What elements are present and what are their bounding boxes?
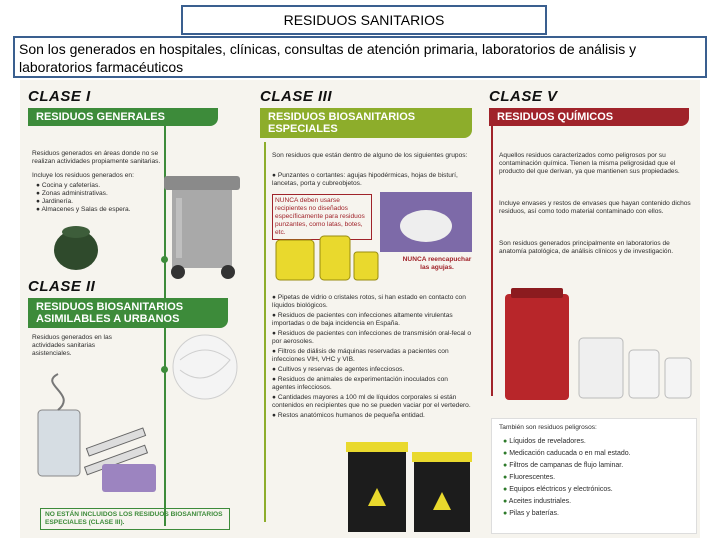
- gloves-needle-image: [380, 192, 472, 252]
- list-item: ● Cultivos y reservas de agentes infecciosos.: [272, 366, 405, 373]
- clase-1-heading: CLASE I: [28, 88, 91, 105]
- clase-2-band: RESIDUOS BIOSANITARIOS ASIMILABLES A URBANOS: [28, 298, 228, 328]
- clase-3-list: [272, 294, 472, 420]
- clase-5-band: RESIDUOS QUÍMICOS: [489, 108, 689, 126]
- list-item: ● Pilas y baterías.: [503, 510, 559, 517]
- list-item: ● Filtros de diálisis de máquinas reservadas a pacientes con infecciones VIH, VHC y VIB.: [272, 348, 449, 363]
- list-item: ● Cantidades mayores a 100 ml de líquidos corporales si están contenidos en recipientes que no se pueden vaciar por el vertedero.: [272, 394, 471, 409]
- connector-line: [264, 142, 266, 522]
- clase-5-heading: CLASE V: [489, 88, 558, 105]
- biohazard-bins-image: [344, 428, 474, 534]
- clase-1-description: Residuos generados en áreas donde no se realizan actividades propiamente sanitarias.: [32, 150, 161, 165]
- list-item: ● Restos anatómicos humanos de pequeña entidad.: [272, 412, 425, 419]
- clase-2-description: Residuos generados en las actividades sanitarias asistenciales.: [32, 334, 112, 357]
- clase-3-nunca-label: NUNCA reencapuchar las agujas.: [402, 256, 472, 271]
- list-item: ● Almacenes y Salas de espera.: [36, 206, 131, 213]
- clase-5-description-1: Aquellos residuos caracterizados como peligrosos por su contaminación química. Tienen la misma peligrosidad que el producto del que derivan, ya que mantienen sus propiedades.: [499, 152, 680, 175]
- list-item: ● Aceites industriales.: [503, 498, 572, 505]
- list-item: ● Cocina y cafeterías.: [36, 182, 101, 189]
- clase-1-band: RESIDUOS GENERALES: [28, 108, 218, 126]
- clase-3-heading: CLASE III: [260, 88, 333, 105]
- sharps-containers-image: [272, 230, 382, 282]
- clase-2-heading: CLASE II: [28, 278, 96, 295]
- clase-1-includes: Incluye los residuos generados en:: [32, 172, 134, 179]
- column-clase-3: [252, 80, 480, 538]
- list-item: ● Equipos eléctricos y electrónicos.: [503, 486, 613, 493]
- medical-supplies-image: [28, 364, 158, 494]
- list-item: ● Residuos de pacientes con infecciones de transmisión oral-fecal o por aerosoles.: [272, 330, 471, 345]
- clase-5-description-2: Incluye envases y restos de envases que hayan contenido dichos residuos, así como todo material contaminado con ellos.: [499, 200, 691, 215]
- list-item: ● Residuos de pacientes con infecciones altamente virulentas importadas o de baja incidencia en España.: [272, 312, 453, 327]
- green-bag-image: [50, 220, 102, 272]
- list-item: ● Zonas administrativas.: [36, 190, 108, 197]
- column-clase-1-2: [20, 80, 247, 538]
- chemical-containers-image: [499, 286, 695, 406]
- clase-3-description: Son residuos que están dentro de alguno de los siguientes grupos:: [272, 152, 468, 159]
- waste-classification-poster: [20, 80, 700, 538]
- list-item: ● Jardinería.: [36, 198, 73, 205]
- clase-5-description-3: Son residuos generados principalmente en laboratorios de anatomía patológica, de análisis clínicos y de investigación.: [499, 240, 674, 255]
- clase-1-list: [36, 182, 156, 214]
- gauze-image: [170, 330, 240, 404]
- connector-dot: [161, 366, 168, 373]
- list-item: ● Medicación caducada o en mal estado.: [503, 450, 631, 457]
- clase-5-list: [503, 436, 693, 520]
- list-item: ● Filtros de campanas de flujo laminar.: [503, 462, 624, 469]
- clase-5-list-title: También son residuos peligrosos:: [499, 424, 597, 431]
- wheelie-bin-image: [158, 168, 246, 280]
- column-clase-5: [485, 80, 700, 538]
- page-title: RESIDUOS SANITARIOS: [181, 5, 547, 35]
- clase-3-nunca-box: NUNCA deben usarse recipientes no diseñados específicamente para residuos punzantes, como latas, botes, etc.: [272, 194, 372, 240]
- clase-2-footer: NO ESTÁN INCLUIDOS LOS RESIDUOS BIOSANITARIOS ESPECIALES (CLASE III).: [40, 508, 230, 530]
- list-item: ● Pipetas de vidrio o cristales rotos, si han estado en contacto con líquidos biológicos.: [272, 294, 466, 309]
- list-item: ● Líquidos de reveladores.: [503, 438, 586, 445]
- clase-3-band: RESIDUOS BIOSANITARIOS ESPECIALES: [260, 108, 472, 138]
- list-item: ● Residuos de animales de experimentación inoculados con agentes infecciosos.: [272, 376, 448, 391]
- clase-3-item-punzantes: ● Punzantes o cortantes: agujas hipodérmicas, hojas de bisturí, lancetas, porta y cubreobjetos.: [272, 172, 458, 187]
- connector-dot: [161, 256, 168, 263]
- connector-line: [491, 126, 493, 396]
- page-subtitle: Son los generados en hospitales, clínicas, consultas de atención primaria, laboratorios de análisis y laboratorios farmacéuticos: [13, 36, 707, 78]
- list-item: ● Fluorescentes.: [503, 474, 556, 481]
